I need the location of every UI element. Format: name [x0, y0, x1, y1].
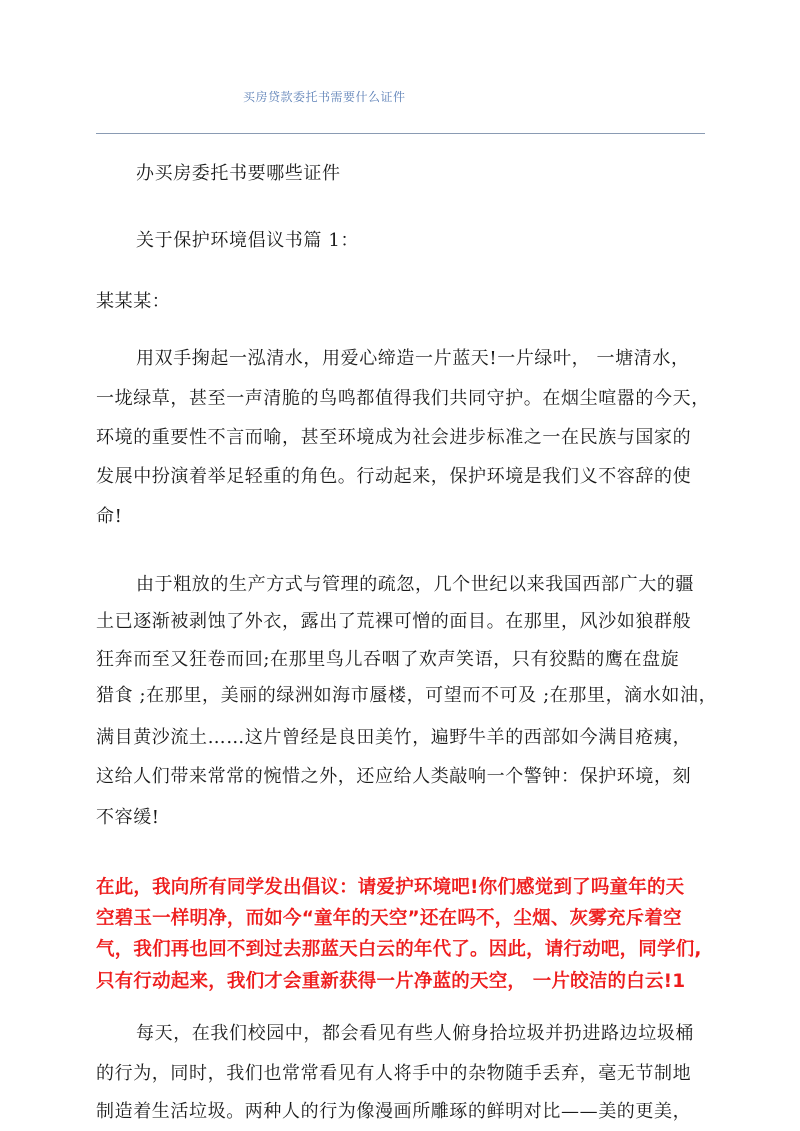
paragraph-line: 一垅绿草，甚至一声清脆的鸟鸣都值得我们共同守护。在烟尘喧嚣的今天， — [96, 388, 710, 409]
paragraph-line: 狂奔而至又狂卷而回;在那里鸟儿吞咽了欢声笑语，只有狡黠的鹰在盘旋 — [96, 649, 680, 670]
paragraph-line: 环境的重要性不言而喻，甚至环境成为社会进步标准之一在民族与国家的 — [96, 427, 692, 448]
highlighted-line: 只有行动起来，我们才会重新获得一片净蓝的天空， 一片皎洁的白云!1 — [96, 971, 686, 992]
paragraph-line: 这给人们带来常常的惋惜之外，还应给人类敲响一个警钟：保护环境，刻 — [96, 766, 692, 787]
document-subheading: 关于保护环境倡议书篇 1： — [136, 230, 359, 251]
paragraph-line: 命! — [96, 506, 123, 527]
paragraph-line: 猎食 ;在那里，美丽的绿洲如海市蜃楼，可望而不可及 ;在那里，滴水如油， — [96, 685, 718, 706]
paragraph-line: 由于粗放的生产方式与管理的疏忽，几个世纪以来我国西部广大的疆 — [136, 574, 694, 595]
paragraph-line: 土已逐渐被剥蚀了外衣，露出了荒裸可憎的面目。在那里，风沙如狼群般 — [96, 611, 692, 632]
highlighted-line: 空碧玉一样明净，而如今“童年的天空”还在吗不，尘烟、灰雾充斥着空 — [96, 908, 682, 929]
paragraph-line: 满目黄沙流土……这片曾经是良田美竹，遍野牛羊的西部如今满目疮痍， — [96, 727, 692, 748]
paragraph-line: 发展中扮演着举足轻重的角色。行动起来，保护环境是我们义不容辞的使 — [96, 466, 692, 487]
highlighted-line: 气，我们再也回不到过去那蓝天白云的年代了。因此，请行动吧，同学们, — [96, 939, 702, 960]
paragraph-line: 制造着生活垃圾。两种人的行为像漫画所雕琢的鲜明对比——美的更美， — [96, 1101, 692, 1122]
salutation: 某某某： — [96, 291, 171, 312]
paragraph-line: 不容缓! — [96, 807, 160, 828]
document-heading: 办买房委托书要哪些证件 — [136, 163, 341, 184]
paragraph-line: 用双手掬起一泓清水，用爱心缔造一片蓝天!一片绿叶， 一塘清水， — [136, 348, 690, 369]
highlighted-line: 在此，我向所有同学发出倡议：请爱护环境吧!你们感觉到了吗童年的天 — [96, 877, 685, 898]
page-header-title: 买房贷款委托书需要什么证件 — [243, 90, 406, 104]
header-divider — [96, 133, 705, 134]
paragraph-line: 每天，在我们校园中，都会看见有些人俯身拾垃圾并扔进路边垃圾桶 — [136, 1023, 694, 1044]
paragraph-line: 的行为，同时，我们也常常看见有人将手中的杂物随手丢弃，毫无节制地 — [96, 1063, 692, 1084]
